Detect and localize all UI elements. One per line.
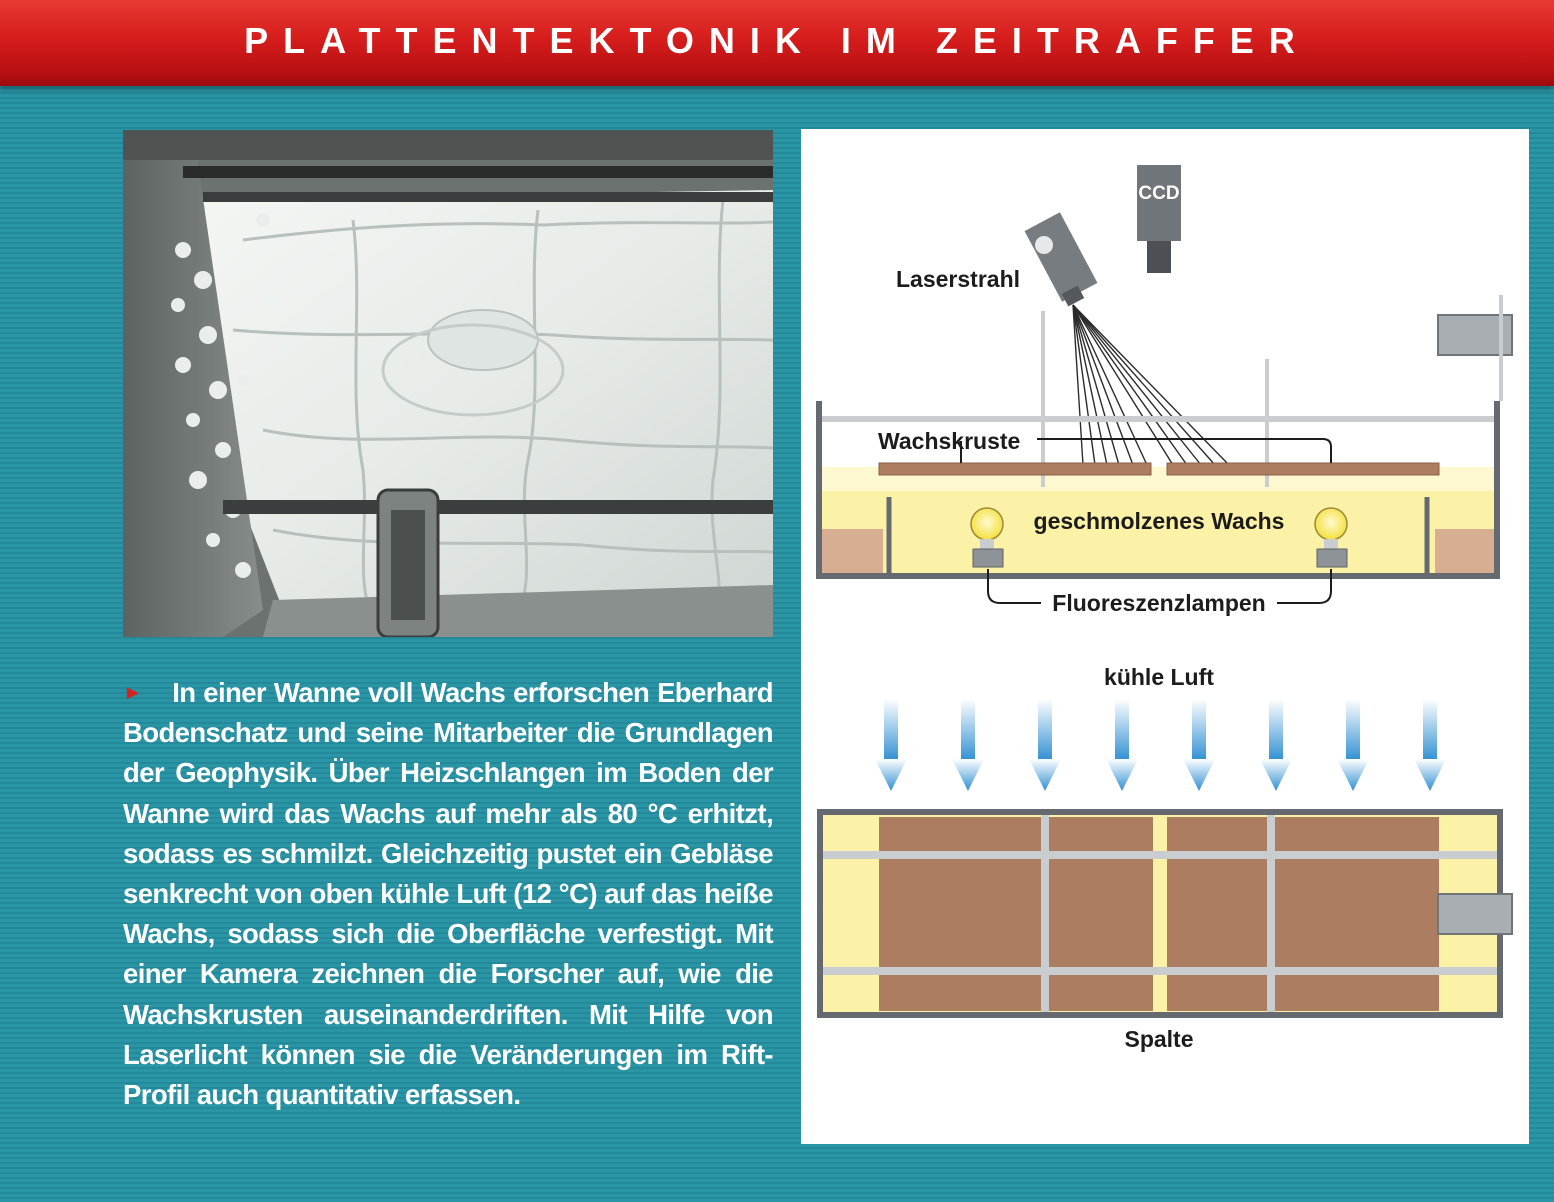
gap-label: Spalte bbox=[1124, 1026, 1194, 1052]
wax-tank-top-view bbox=[820, 812, 1512, 1015]
ccd-camera-icon bbox=[1137, 165, 1181, 273]
triangle-right-icon: ► bbox=[123, 682, 143, 704]
arrow-down-icon bbox=[875, 699, 907, 791]
wax-crust-right bbox=[1167, 463, 1439, 475]
wax-tank-photo bbox=[123, 130, 773, 637]
molten-wax-label: geschmolzenes Wachs bbox=[1033, 508, 1285, 534]
arrow-down-icon bbox=[1414, 699, 1446, 791]
lamps-label: Fluoreszenzlampen bbox=[1052, 590, 1266, 616]
wax-crust-left bbox=[879, 463, 1151, 475]
arrow-down-icon bbox=[1183, 699, 1215, 791]
arrow-down-icon bbox=[1337, 699, 1369, 791]
page-title: PLATTENTEKTONIK IM ZEITRAFFER bbox=[244, 20, 1310, 61]
crust-label: Wachskruste bbox=[878, 428, 1021, 454]
laser-label: Laserstrahl bbox=[896, 266, 1021, 292]
caption-body: In einer Wanne voll Wachs erforschen Eberhard Bodenschatz und seine Mitarbeiter die Grundlagen der Geophysik. Über Heizschlangen im Boden der Wanne wird das Wachs auf mehr als 80 °C erhitzt, sodass es schmilzt. Gleichzeitig pustet ein Gebläse senkrecht von oben kühle Luft (12 °C) auf das heiße Wachs, sodass sich die Oberfläche verfestigt. Mit einer Kamera zeichnen die Forscher auf, wie die Wachskrusten auseinanderdriften. Mit Hilfe von Laserlicht können sie die Veränderungen im Rift-Profil auch quantitativ erfassen. bbox=[123, 677, 773, 1111]
caption-text bbox=[123, 673, 773, 1115]
laser-icon bbox=[1025, 212, 1098, 306]
ccd-label: CCD bbox=[1138, 183, 1180, 204]
arrow-down-icon bbox=[952, 699, 984, 791]
experiment-diagram bbox=[801, 129, 1529, 1144]
arrow-down-icon bbox=[1029, 699, 1061, 791]
arrow-down-icon bbox=[1106, 699, 1138, 791]
cool-air-label: kühle Luft bbox=[1104, 664, 1214, 690]
cool-air-arrows bbox=[875, 699, 1446, 791]
arrow-down-icon bbox=[1260, 699, 1292, 791]
title-banner bbox=[0, 0, 1554, 86]
laser-rays bbox=[1073, 305, 1229, 465]
